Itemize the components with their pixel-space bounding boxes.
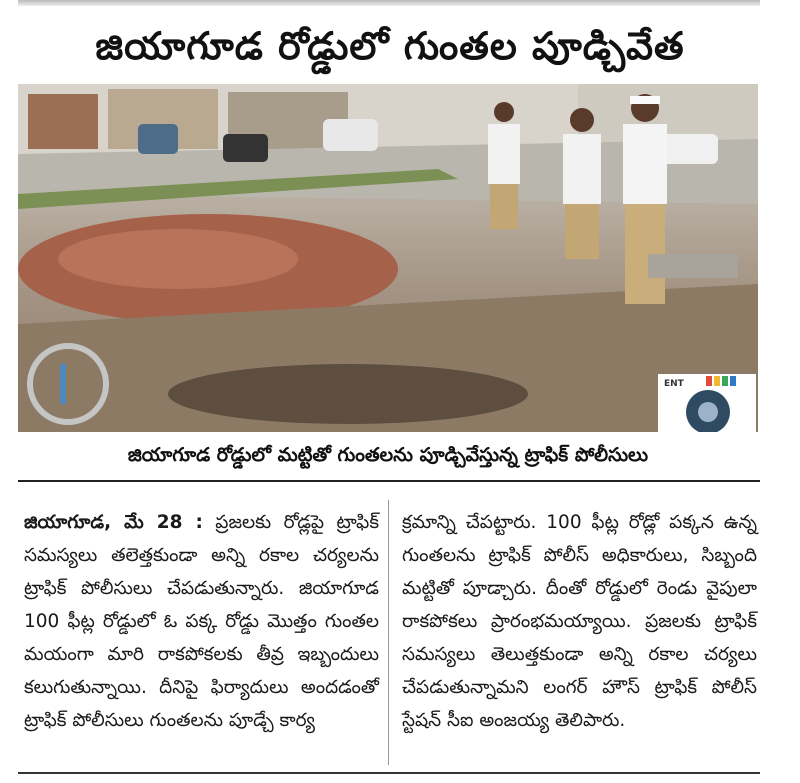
column-divider [388,500,389,765]
caption-rule [18,480,760,482]
dateline: జియాగూడ, మే 28 : [24,512,203,533]
bottom-rule [18,772,760,774]
scooter [138,124,178,154]
motorbike [223,134,268,162]
pothole [168,364,528,424]
photo-illustration [18,84,758,432]
camera-logo-text: ENT [664,379,684,389]
news-photo [18,84,758,432]
article-column-right [402,506,757,737]
photo-caption: జియాగూడ రోడ్డులో మట్టితో గుంతలను పూడ్చివేస్తున్న ట్రాఫిక్ పోలీసులు [127,444,649,466]
top-rule [18,0,760,6]
watermark-mark [60,364,66,404]
car [323,119,378,151]
headline: జియాగూడ రోడ్డులో గుంతల పూడ్చివేత [95,24,685,68]
article-text-right: క్రమాన్ని చేపట్టారు. 100 ఫీట్ల రోడ్లో పక్కన ఉన్న గుంతలను ట్రాఫిక్ పోలీస్ అధికారులు, సిబ్బంది మట్టితో పూడ్చారు. దీంతో రోడ్డులో రెండు వైపులా రాకపోకలు ప్రారంభమయ్యాయి. ప్రజలకు ట్రాఫిక్ సమస్యలు తెలుత్తకుండా అన్ని రకాల చర్యలు చేపడుతున్నామని లంగర్ హౌస్ ట్రాఫిక్ పోలీస్ స్టేషన్ సీఐ అంజయ్య తెలిపారు. [402,512,757,731]
building [28,94,98,149]
concrete-slab [648,254,738,278]
rubble-pile [58,229,298,289]
article-column-left [24,506,379,737]
article-text-left: ప్రజలకు రోడ్లపై ట్రాఫిక్ సమస్యలు తలెత్తకుండా అన్ని రకాల చర్యలను ట్రాఫిక్ పోలీసులు చేపడుతున్నారు. జియాగూడ 100 ఫీట్ల రోడ్డులో ఓ పక్క రోడ్డు మొత్తం గుంతల మయంగా మారి రాకపోకలకు తీవ్ర ఇబ్బందులు కలుగుతున్నాయి. దీనిపై ఫిర్యాదులు అందడంతో ట్రాఫిక్ పోలీసులు గుంతలను పూడ్చే కార్య [24,512,379,731]
